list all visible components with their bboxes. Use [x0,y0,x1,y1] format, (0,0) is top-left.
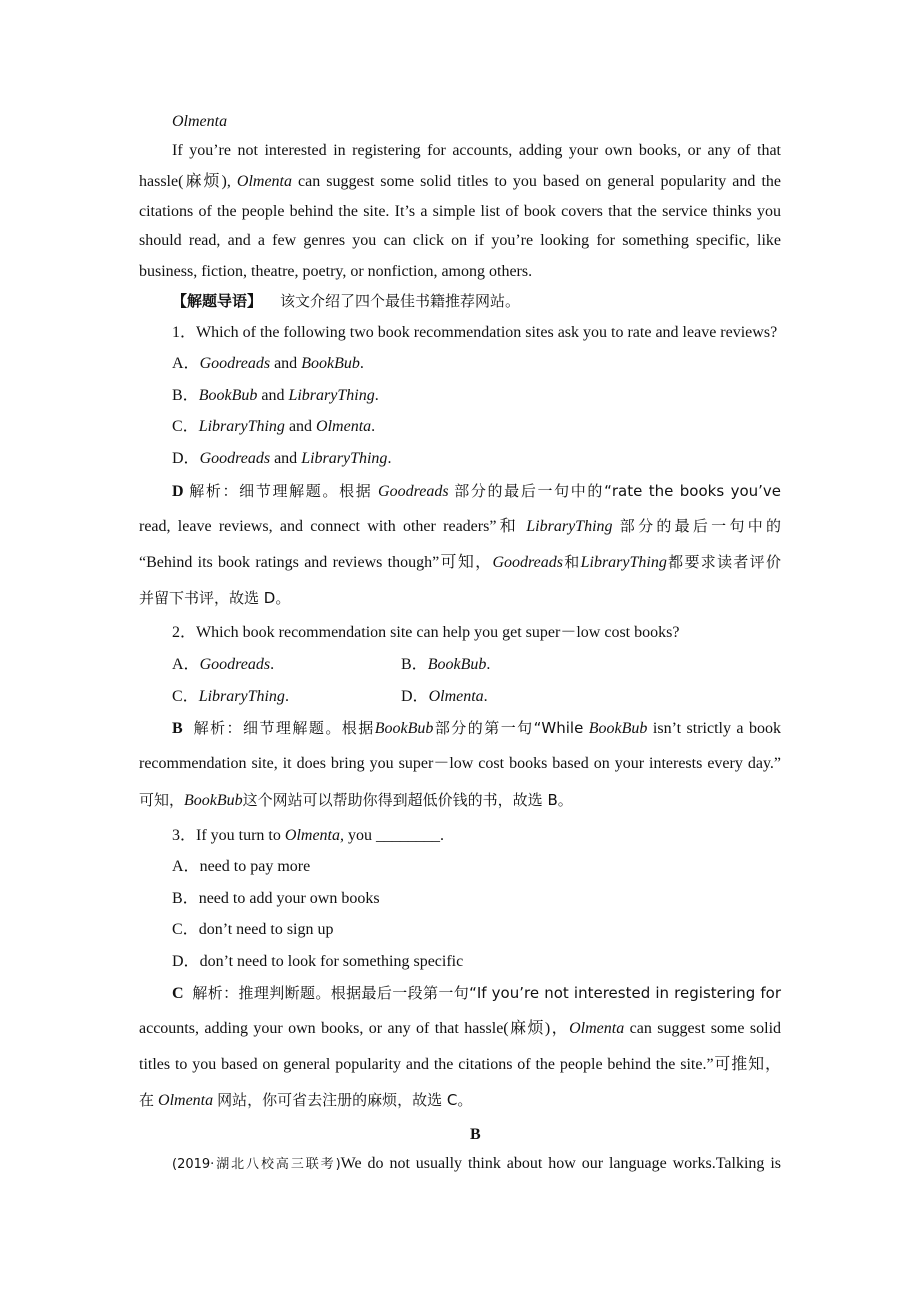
q3-explanation-line: accounts, adding your own books, or any of that hassle(麻烦)，Olmenta can suggest some solid [139,1020,782,1037]
q1-option-d: D．Goodreads and LibraryThing. [172,450,392,467]
section-heading: B [470,1126,481,1143]
q3-explanation-line: C 解析：推理判断题。根据最后一段第一句“If you’re not interested in registering for [172,984,781,1002]
guide-label: 【解题导语】 [172,292,263,310]
passage-line: should read, and a few genres you can click on if you’re looking for something specific, like [139,232,781,249]
q3-option-a: A．need to pay more [172,858,311,875]
passage-line: hassle(麻烦), Olmenta can suggest some solid titles to you based on general popularity and the [139,173,781,190]
passage-line: business, fiction, theatre, poetry, or nonfiction, among others. [139,263,533,280]
passage-line: citations of the people behind the site. It’s a simple list of book covers that the service thinks you [139,203,781,220]
guide-text: 该文介绍了四个最佳书籍推荐网站。 [280,292,521,310]
q1-explanation-line: D 解析：细节理解题。根据 Goodreads 部分的最后一句中的“rate the books you’ve [172,482,782,500]
q1-option-c: C．LibraryThing and Olmenta. [172,418,376,435]
question-3-stem: 3．If you turn to Olmenta, you ________. [172,827,444,844]
q2-option-a: A．Goodreads. [172,656,275,673]
q2-option-b: B．BookBub. [401,656,491,673]
q3-option-c: C．don’t need to sign up [172,921,334,938]
q3-option-d: D．don’t need to look for something specific [172,953,464,970]
q1-explanation-line: read, leave reviews, and connect with other readers”和 LibraryThing 部分的最后一句中的 [139,517,781,535]
q1-option-a: A．Goodreads and BookBub. [172,355,364,372]
passage-line: If you’re not interested in registering for accounts, adding your own books, or any of that [172,142,781,159]
section-b-line: (2019·湖北八校高三联考)We do not usually think about how our language works.Talking is [172,1155,781,1172]
q2-option-d: D．Olmenta. [401,688,488,705]
q2-explanation-line: 可知，BookBub这个网站可以帮助你得到超低价钱的书，故选 B。 [139,791,573,809]
q1-option-b: B．BookBub and LibraryThing. [172,387,379,404]
q3-option-b: B．need to add your own books [172,890,380,907]
q3-explanation-line: 在 Olmenta 网站，你可省去注册的麻烦，故选 C。 [139,1091,473,1109]
q2-option-c: C．LibraryThing. [172,688,289,705]
q3-explanation-line: titles to you based on general popularity and the citations of the people behind the site.”可推知， [139,1056,781,1073]
q2-explanation-line: recommendation site, it does bring you super－low cost books based on your interests every day.” [139,755,781,772]
q1-explanation-line: “Behind its book ratings and reviews though”可知，Goodreads和LibraryThing都要求读者评价 [139,553,781,571]
question-2-stem: 2．Which book recommendation site can help you get super－low cost books? [172,624,680,641]
q1-explanation-line: 并留下书评，故选 D。 [139,589,291,607]
q2-explanation-line: B 解析：细节理解题。根据BookBub部分的第一句“While BookBub isn’t strictly a book [172,719,781,737]
question-1-stem: 1．Which of the following two book recommendation sites ask you to rate and leave reviews? [172,324,778,341]
passage-heading: Olmenta [172,113,228,130]
guide-line [172,291,520,312]
